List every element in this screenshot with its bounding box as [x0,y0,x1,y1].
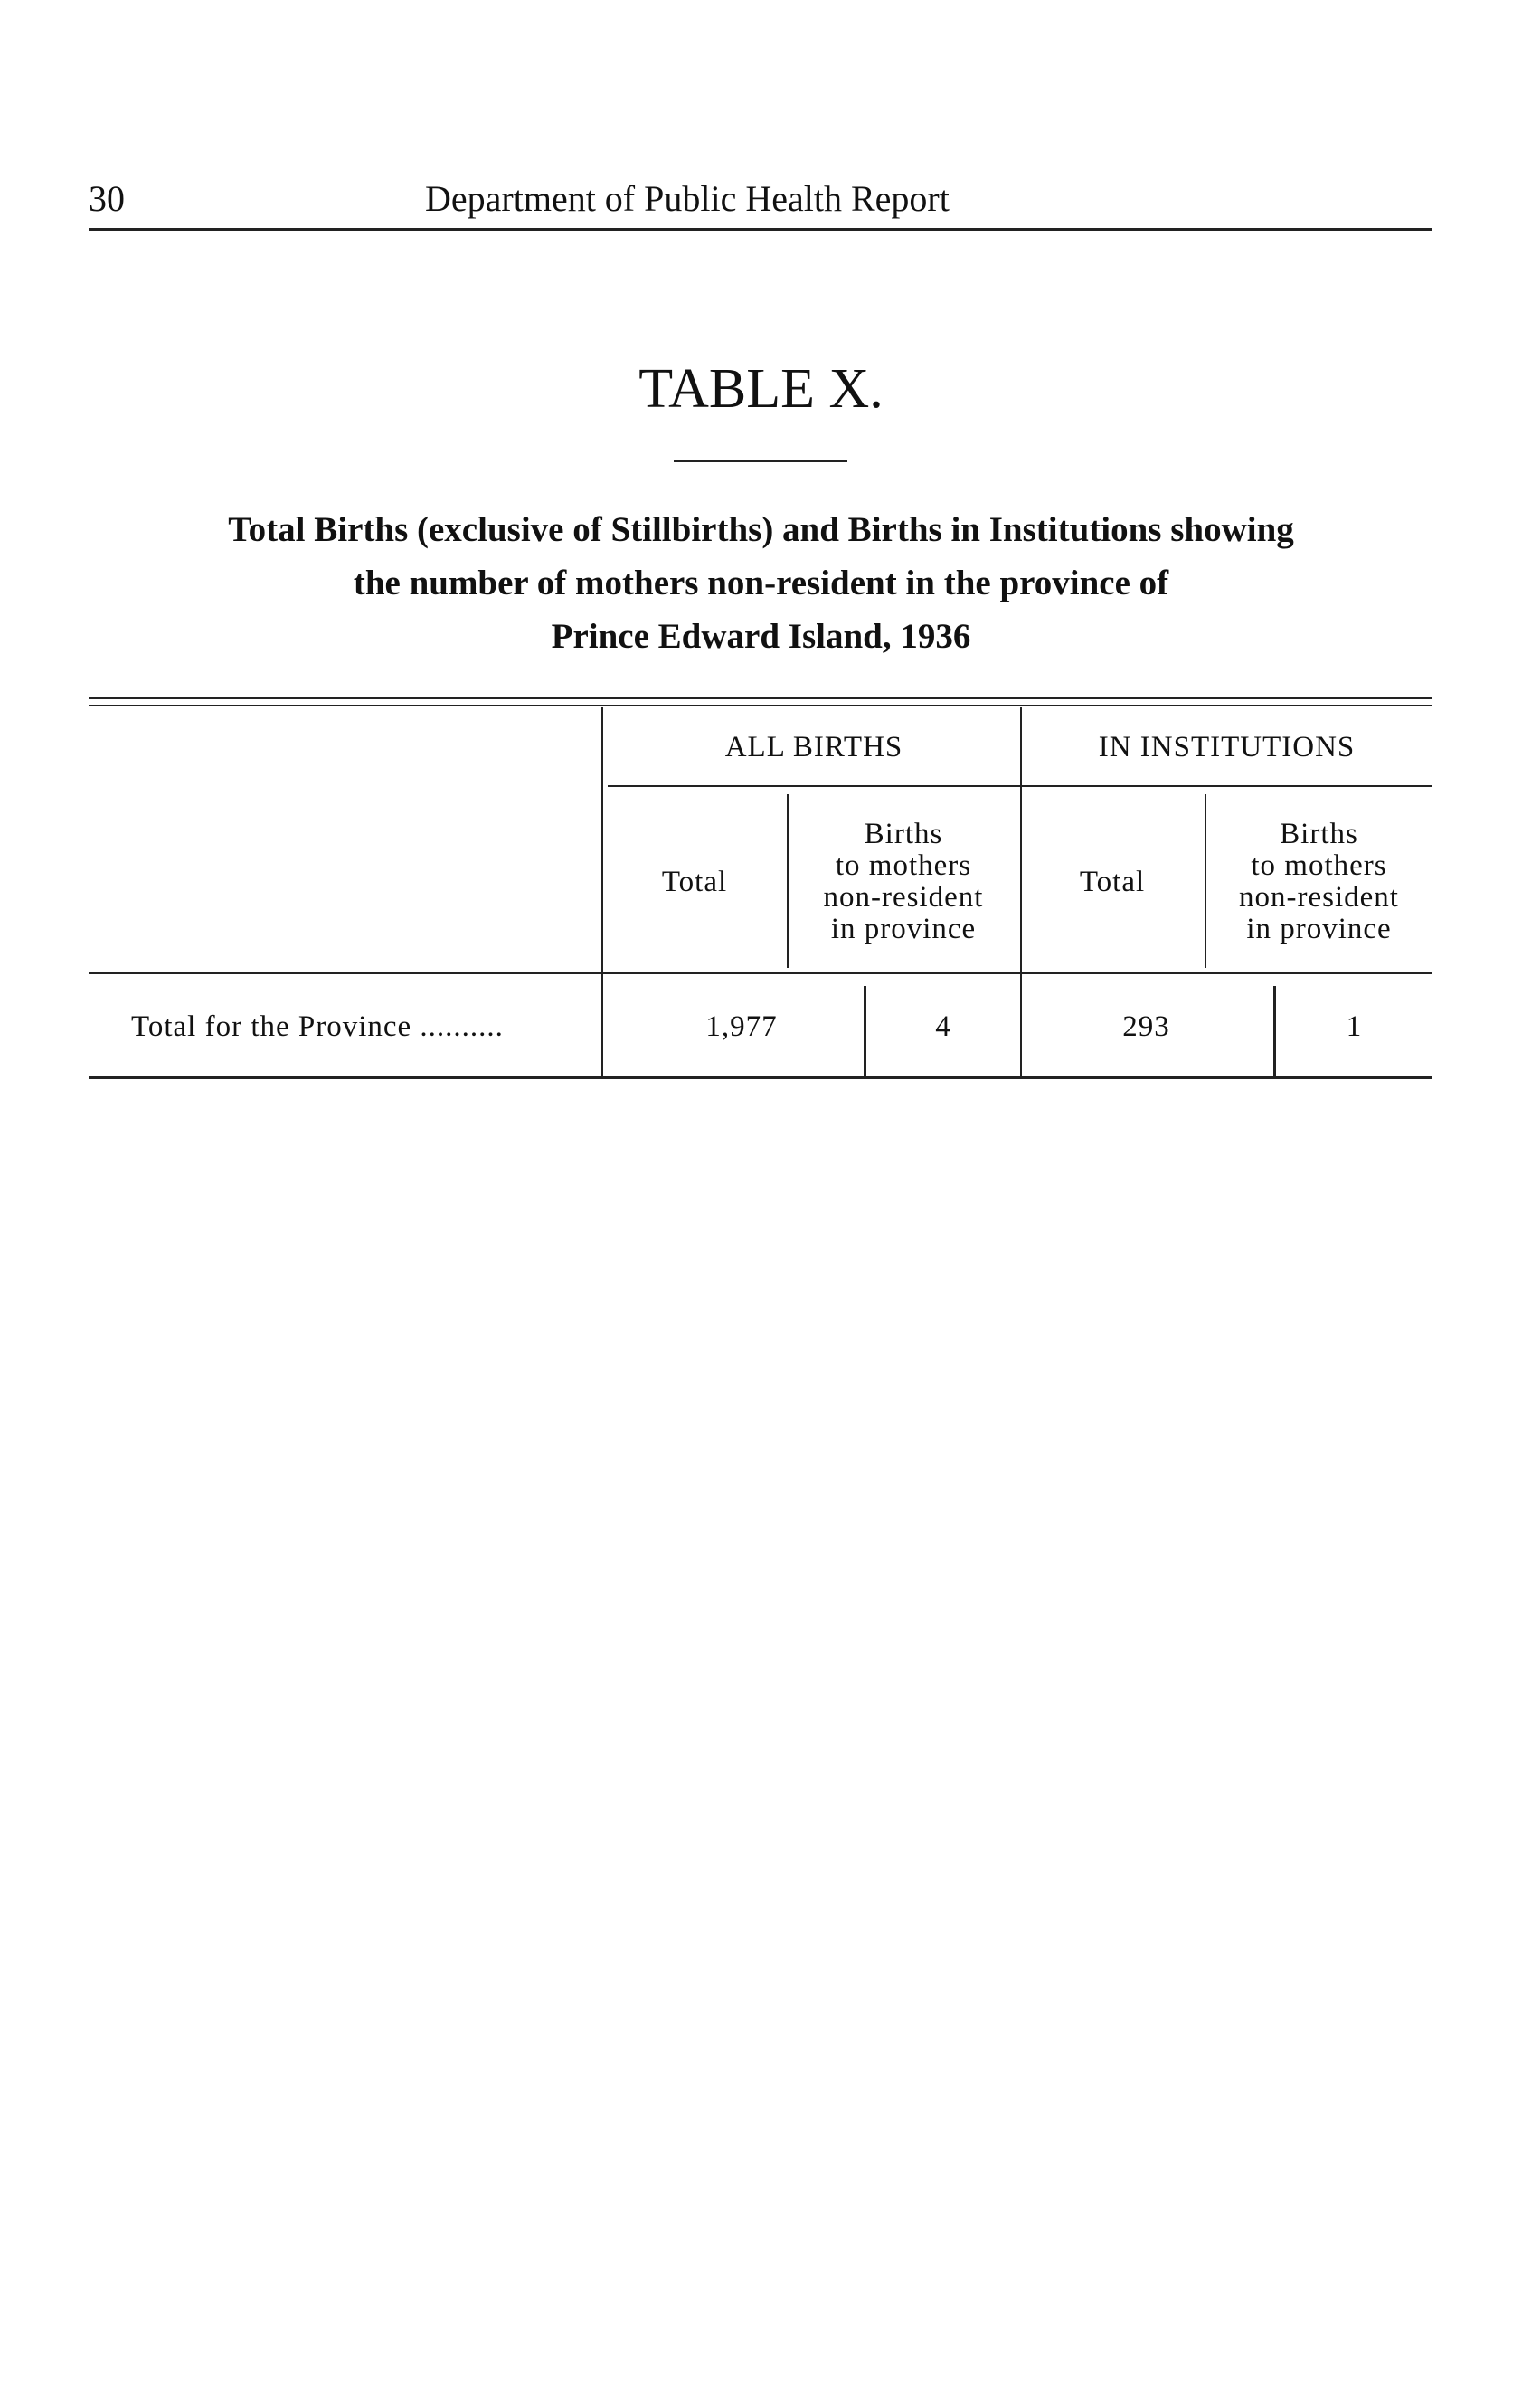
column-header-total: Total [1079,865,1146,898]
group-header-all-births: ALL BIRTHS [724,730,903,763]
group-header-in-institutions: IN INSTITUTIONS [1098,730,1356,763]
report-title: Department of Public Health Report [425,178,950,219]
column-divider [601,707,603,1078]
column-header-line: Births [864,818,943,850]
column-divider [1273,986,1276,1078]
column-header-births-non-resident [1206,796,1432,968]
table-heading: TABLE X. [638,358,884,420]
cell-institutions-non-resident: 1 [1346,1010,1363,1043]
caption-line: Prince Edward Island, 1936 [551,617,971,656]
column-header-line: non-resident [823,881,984,914]
group-header-rule [608,785,1432,787]
table-caption [63,503,1459,663]
cell-institutions-total: 293 [1122,1010,1170,1043]
table-top-rule [89,705,1432,706]
column-header-line: non-resident [1239,881,1399,914]
table-top-rule [89,697,1432,699]
column-header-births-non-resident [789,796,1018,968]
table-bottom-rule [89,1076,1432,1079]
caption-line: the number of mothers non-resident in the province of [353,564,1169,602]
column-header-line: in province [830,913,977,945]
caption-line: Total Births (exclusive of Stillbirths) and Births in Institutions showing [228,510,1294,549]
heading-rule [674,460,847,462]
header-rule [89,228,1432,231]
cell-all-births-non-resident: 4 [935,1010,951,1043]
column-divider [864,986,866,1078]
cell-all-births-total: 1,977 [705,1010,778,1043]
header-bottom-rule [89,972,1432,974]
page-number: 30 [89,178,125,219]
column-header-line: to mothers [1251,849,1387,882]
column-header-line: in province [1246,913,1392,945]
running-head [89,172,1432,226]
column-header-line: Births [1280,818,1358,850]
column-header-total: Total [661,865,728,898]
column-header-line: to mothers [835,849,972,882]
row-label: Total for the Province .......... [131,1010,504,1043]
